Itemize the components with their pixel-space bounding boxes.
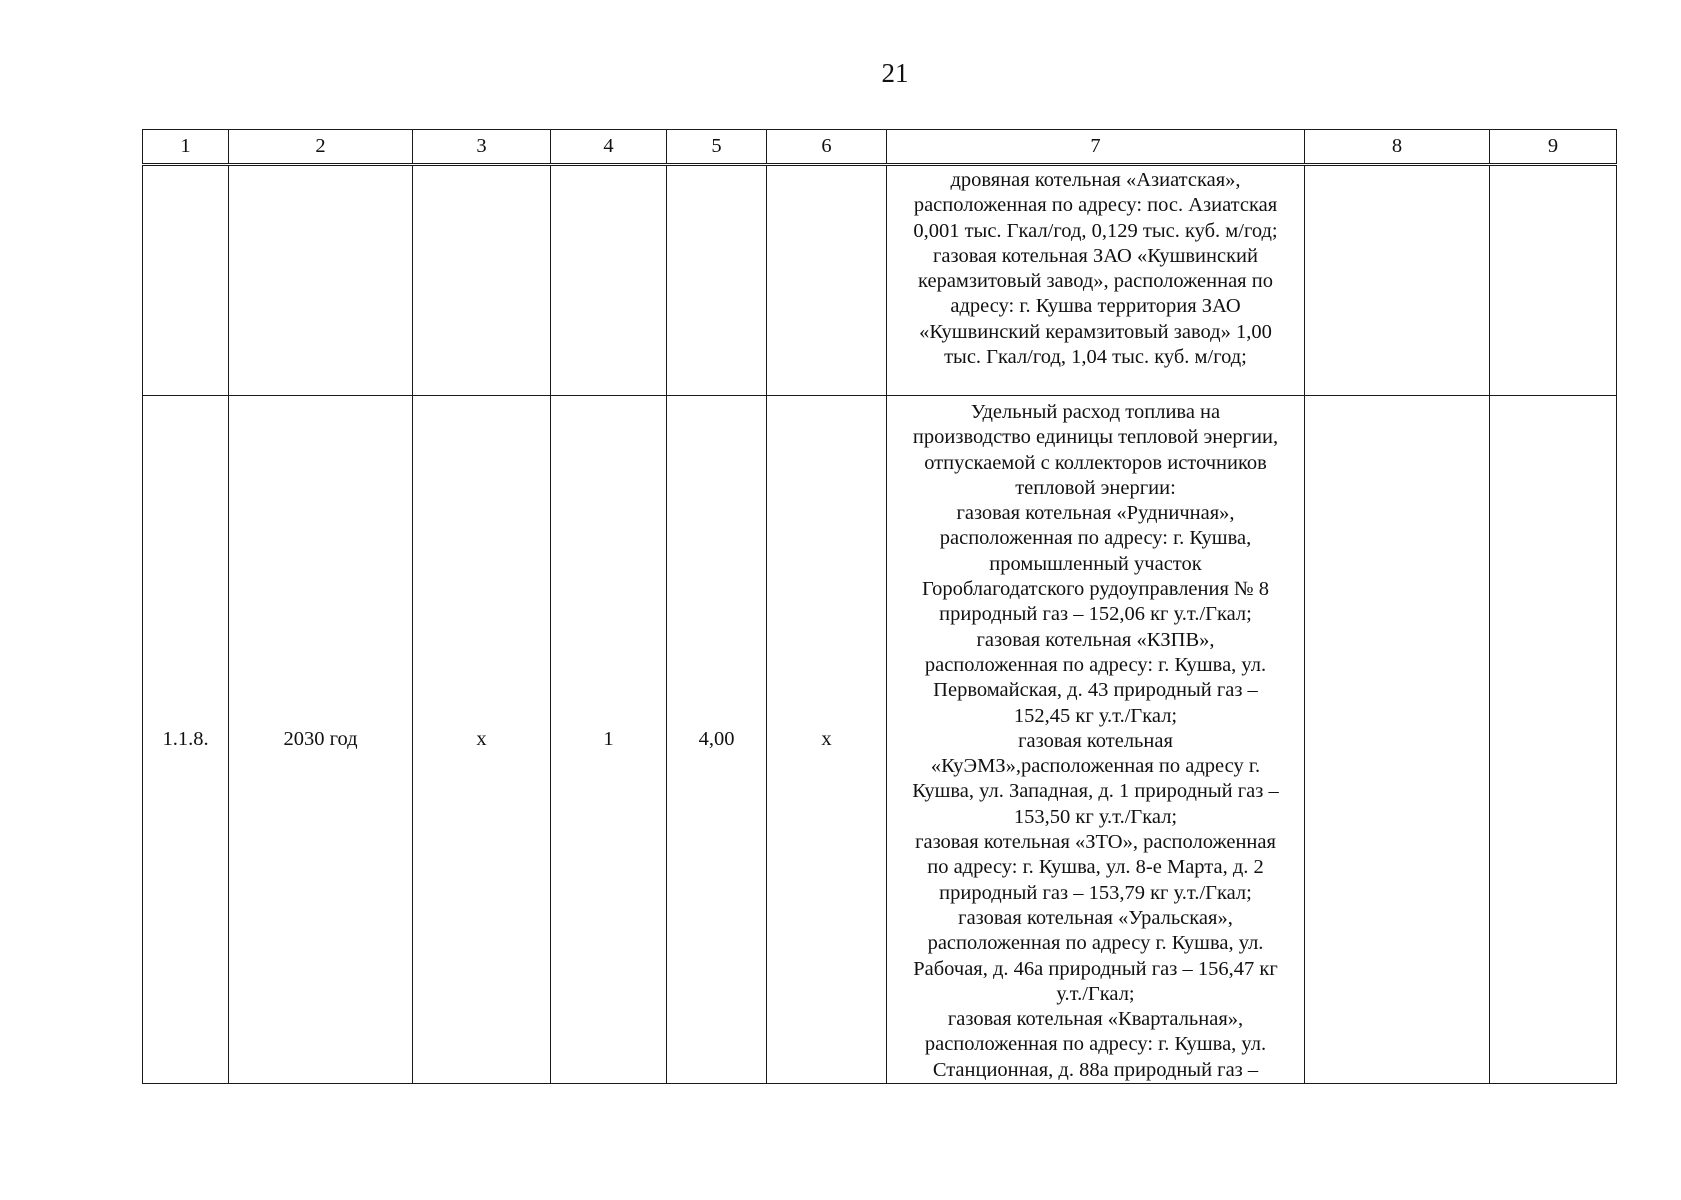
table-cell bbox=[1305, 165, 1490, 396]
header-cell: 4 bbox=[551, 130, 667, 165]
description-line: расположенная по адресу: пос. Азиатская bbox=[913, 194, 1278, 217]
table-cell bbox=[551, 165, 667, 396]
description-line: газовая котельная «КЗПВ», bbox=[976, 628, 1215, 651]
description-line: дровяная котельная «Азиатская», bbox=[950, 169, 1241, 191]
table-row bbox=[143, 165, 1617, 396]
description-line: газовая котельная bbox=[1018, 729, 1173, 752]
description-line: газовая котельная «Рудничная», bbox=[956, 502, 1235, 525]
description-line: природный газ – 153,79 кг у.т./Гкал; bbox=[939, 881, 1252, 904]
description-line: адресу: г. Кушва территория ЗАО bbox=[950, 295, 1241, 318]
header-cell: 2 bbox=[229, 130, 413, 165]
description-cell bbox=[887, 165, 1305, 396]
description-line: тепловой энергии: bbox=[1015, 476, 1176, 499]
page-number: 21 bbox=[881, 58, 909, 88]
description-line: «КуЭМЗ»,расположенная по адресу г. bbox=[930, 755, 1261, 778]
description-line: тыс. Гкал/год, 1,04 тыс. куб. м/год; bbox=[944, 346, 1247, 369]
table-cell: 4,00 bbox=[667, 396, 767, 1084]
table-cell: х bbox=[413, 396, 551, 1084]
header-cell: 9 bbox=[1490, 130, 1617, 165]
table-cell bbox=[767, 165, 887, 396]
table-row bbox=[143, 396, 1617, 1084]
description-line: газовая котельная «Уральская», bbox=[958, 906, 1233, 929]
table-cell bbox=[1490, 165, 1617, 396]
header-cell: 3 bbox=[413, 130, 551, 165]
item-number-cell: 1.1.8. bbox=[143, 396, 229, 1084]
description-line: газовая котельная «ЗТО», расположенная bbox=[915, 831, 1276, 854]
description-line: «Кушвинский керамзитовый завод» 1,00 bbox=[919, 320, 1272, 343]
description-line: отпускаемой с коллекторов источников bbox=[924, 451, 1267, 474]
description-line: 0,001 тыс. Гкал/год, 0,129 тыс. куб. м/год; bbox=[913, 219, 1278, 242]
table-cell: 1 bbox=[551, 396, 667, 1084]
description-line: расположенная по адресу: г. Кушва, ул. bbox=[924, 1033, 1267, 1056]
description-line: 152,45 кг у.т./Гкал; bbox=[1013, 704, 1178, 727]
description-line: Удельный расход топлива на bbox=[970, 401, 1221, 423]
description-line: Станционная, д. 88а природный газ – bbox=[932, 1058, 1259, 1081]
description-line: природный газ – 152,06 кг у.т./Гкал; bbox=[939, 603, 1252, 626]
table-cell bbox=[1490, 396, 1617, 1084]
year-cell: 2030 год bbox=[229, 396, 413, 1084]
table-cell bbox=[1305, 396, 1490, 1084]
description-line: Первомайская, д. 43 природный газ – bbox=[933, 679, 1258, 702]
description-line: по адресу: г. Кушва, ул. 8-е Марта, д. 2 bbox=[927, 856, 1264, 879]
description-cell bbox=[887, 396, 1305, 1084]
header-cell: 6 bbox=[767, 130, 887, 165]
table-cell bbox=[143, 165, 229, 396]
description-line: Рабочая, д. 46а природный газ – 156,47 кг bbox=[913, 957, 1278, 980]
description-line: расположенная по адресу г. Кушва, ул. bbox=[927, 932, 1264, 955]
data-table bbox=[142, 129, 1617, 1084]
header-cell: 5 bbox=[667, 130, 767, 165]
table-cell bbox=[667, 165, 767, 396]
header-cell: 7 bbox=[887, 130, 1305, 165]
description-line: расположенная по адресу: г. Кушва, ул. bbox=[924, 653, 1267, 676]
description-line: Гороблагодатского рудоуправления № 8 bbox=[922, 578, 1269, 601]
description-line: газовая котельная «Квартальная», bbox=[947, 1008, 1244, 1031]
table-cell bbox=[229, 165, 413, 396]
description-line: 153,50 кг у.т./Гкал; bbox=[1013, 805, 1178, 828]
description-line: керамзитовый завод», расположенная по bbox=[918, 270, 1273, 293]
description-line: расположенная по адресу: г. Кушва, bbox=[939, 527, 1252, 550]
table-header-row bbox=[143, 130, 1617, 165]
description-line: Кушва, ул. Западная, д. 1 природный газ – bbox=[912, 780, 1279, 803]
description-line: газовая котельная ЗАО «Кушвинский bbox=[933, 244, 1258, 267]
description-line: промышленный участок bbox=[989, 552, 1202, 575]
description-line: у.т./Гкал; bbox=[1056, 982, 1135, 1005]
header-cell: 8 bbox=[1305, 130, 1490, 165]
table-cell: х bbox=[767, 396, 887, 1084]
description-line: производство единицы тепловой энергии, bbox=[912, 426, 1279, 449]
header-cell: 1 bbox=[143, 130, 229, 165]
table-cell bbox=[413, 165, 551, 396]
